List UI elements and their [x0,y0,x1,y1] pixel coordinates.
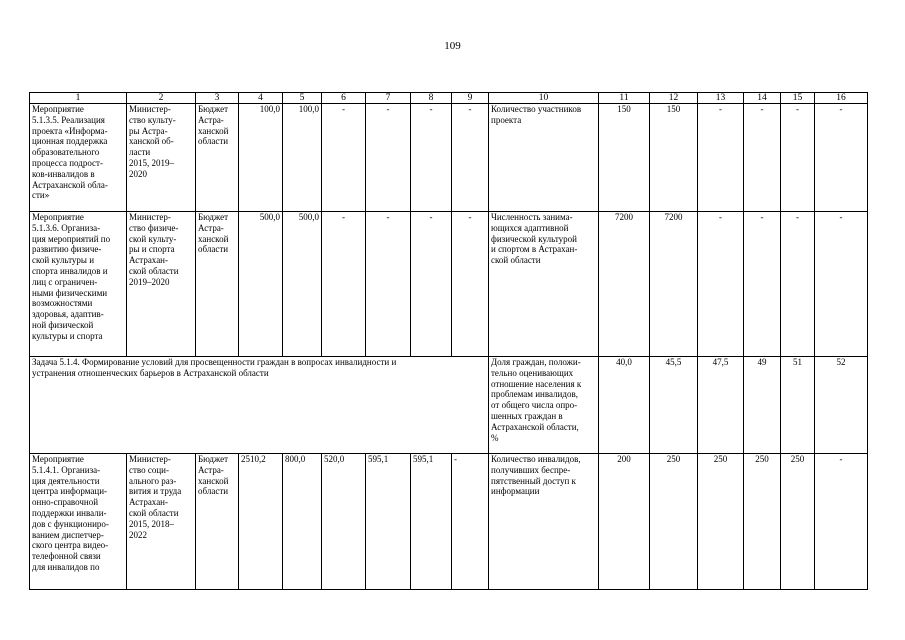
value-cell: - [744,212,781,357]
indicator-cell: Количество участников проекта [489,104,599,212]
indicator-cell: Количество инвалидов, получивших беспре- пятственный доступ к информации [489,454,599,590]
value-cell: - [452,212,489,357]
source-cell: Бюджет Астра- ханской области [196,104,239,212]
value-cell: 47,5 [698,357,744,454]
value-cell: - [452,104,489,212]
col-header: 2 [127,93,196,104]
source-cell: Бюджет Астра- ханской области [196,212,239,357]
col-header: 16 [815,93,868,104]
value-cell: 250 [650,454,698,590]
value-cell: 200 [599,454,650,590]
col-header: 14 [744,93,781,104]
value-cell: 100,0 [239,104,283,212]
value-cell: 250 [744,454,781,590]
value-cell: 595,1 [411,454,452,590]
col-header: 15 [781,93,815,104]
event-cell: Мероприятие 5.1.3.5. Реализация проекта «Информа- ционная поддержка образовательного процесса подрост- ков-инвалидов в Астраханской обла- сти» [30,104,127,212]
value-cell: 800,0 [283,454,322,590]
value-cell: - [698,104,744,212]
value-cell: - [411,212,452,357]
value-cell: 52 [815,357,868,454]
table-row-5-1-3-6 [30,212,868,357]
source-cell: Бюджет Астра- ханской области [196,454,239,590]
value-cell: 100,0 [283,104,322,212]
value-cell: - [698,212,744,357]
value-cell: - [744,104,781,212]
event-cell: Мероприятие 5.1.3.6. Организа- ция мероприятий по развитию физиче- ской культуры и спорта инвалидов и лиц с ограничен- ными физическими возможностями здоровья, адаптив- ной физической культуры и спорта [30,212,127,357]
task-cell: Задача 5.1.4. Формирование условий для просвещенности граждан в вопросах инвалидности и устранения отношенческих барьеров в Астраханской области [30,357,489,454]
col-header: 11 [599,93,650,104]
value-cell: - [366,104,411,212]
value-cell: - [366,212,411,357]
value-cell: 520,0 [322,454,366,590]
value-cell: 7200 [650,212,698,357]
col-header: 10 [489,93,599,104]
col-header: 8 [411,93,452,104]
column-number-row [30,93,868,104]
value-cell: 7200 [599,212,650,357]
value-cell: - [322,212,366,357]
value-cell: 500,0 [283,212,322,357]
col-header: 4 [239,93,283,104]
page-number: 109 [444,40,461,52]
value-cell: - [815,454,868,590]
value-cell: - [781,104,815,212]
value-cell: 250 [698,454,744,590]
table-row-5-1-3-5 [30,104,868,212]
value-cell: - [452,454,489,590]
col-header: 13 [698,93,744,104]
value-cell: 595,1 [366,454,411,590]
col-header: 7 [366,93,411,104]
value-cell: - [815,104,868,212]
value-cell: 51 [781,357,815,454]
executor-cell: Министер- ство соци- ального раз- вития и труда Астрахан- ской области 2015, 2018– 2022 [127,454,196,590]
value-cell: - [815,212,868,357]
value-cell: 49 [744,357,781,454]
value-cell: 150 [599,104,650,212]
value-cell: 150 [650,104,698,212]
col-header: 6 [322,93,366,104]
event-cell: Мероприятие 5.1.4.1. Организа- ция деятельности центра информаци- онно-справочной поддержки инвали- дов с функциониро- ванием диспетчер- ского центра видео- телефонной связи для инвалидов по [30,454,127,590]
value-cell: 2510,2 [239,454,283,590]
value-cell: - [322,104,366,212]
value-cell: 40,0 [599,357,650,454]
value-cell: 45,5 [650,357,698,454]
indicator-cell: Доля граждан, положи- тельно оценивающих отношение населения к проблемам инвалидов, от общего числа опро- шенных граждан в Астраханской области, % [489,357,599,454]
col-header: 9 [452,93,489,104]
col-header: 12 [650,93,698,104]
value-cell: - [411,104,452,212]
table-row-5-1-4-1 [30,454,868,590]
col-header: 1 [30,93,127,104]
executor-cell: Министер- ство физиче- ской культу- ры и спорта Астрахан- ской области 2019–2020 [127,212,196,357]
value-cell: 250 [781,454,815,590]
value-cell: 500,0 [239,212,283,357]
col-header: 3 [196,93,239,104]
table-row-task-5-1-4 [30,357,868,454]
indicator-cell: Численность занима- ющихся адаптивной физической культурой и спортом в Астрахан- ской области [489,212,599,357]
executor-cell: Министер- ство культу- ры Астра- ханской об- ласти 2015, 2019– 2020 [127,104,196,212]
value-cell: - [781,212,815,357]
program-table [29,92,868,590]
col-header: 5 [283,93,322,104]
